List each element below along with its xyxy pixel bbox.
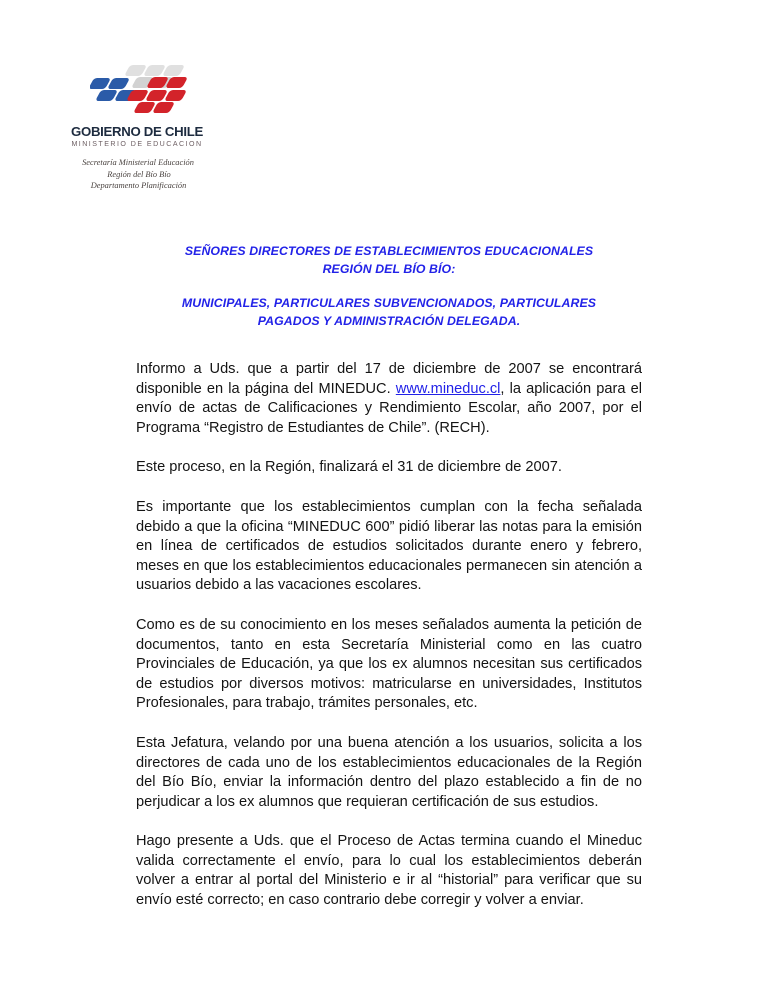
addressee-block [136, 243, 642, 330]
gov-name: GOBIERNO DE CHILE [71, 124, 203, 139]
addressee-line-2: REGIÓN DEL BÍO BÍO: [322, 261, 456, 276]
addressee-line-4: PAGADOS Y ADMINISTRACIÓN DELEGADA. [257, 313, 521, 328]
paragraph-4: Como es de su conocimiento en los meses señalados aumenta la petición de documentos, tanto en esta Secretaría Ministerial como en las cuatro Provinciales de Educación, ya que los ex alumnos necesitan sus certificados de estudios por diversos motivos: matricularse en universidades, Institutos Profesionales, para trabajo, trámites personales, etc. [136, 616, 642, 712]
paragraph-1 [136, 360, 642, 438]
gov-ministry-name: MINISTERIO DE EDUCACION [71, 140, 203, 148]
paragraph-2: Este proceso, en la Región, finalizará el 31 de diciembre de 2007. [136, 459, 562, 476]
paragraph-1-text-before-link: Informo a Uds. que a partir del 17 de diciembre de 2007 se encontrará disponible en la página del MINEDUC. [136, 361, 642, 397]
addressee-spacer [136, 278, 642, 295]
letter-body [136, 360, 642, 911]
letter-content [136, 243, 642, 911]
gobierno-de-chile-emblem-icon [90, 64, 202, 120]
department-block [68, 157, 208, 192]
paragraph-3: Es importante que los establecimientos cumplan con la fecha señalada debido a que la oficina “MINEDUC 600” pidió liberar las notas para la emisión en línea de certificados de estudios solicitados durante enero y febrero, meses en que los establecimientos educacionales permanecen sin atención a usuarios debido a las vacaciones escolares. [136, 498, 642, 594]
paragraph-6: Hago presente a Uds. que el Proceso de Actas termina cuando el Mineduc valida correctamente el envío, para lo cual los establecimientos deberán volver a entrar al portal del Ministerio e ir al “historial” para verificar que su envío esté correcto; en caso contrario debe corregir y volver a enviar. [136, 833, 642, 909]
mineduc-website-link[interactable]: www.mineduc.cl [395, 380, 501, 397]
addressee-line-1: SEÑORES DIRECTORES DE ESTABLECIMIENTOS EDUCACIONALES [184, 244, 594, 258]
dept-line-1: Secretaría Ministerial Educación [82, 158, 194, 167]
dept-line-2: Región del Bío Bío [107, 169, 171, 179]
paragraph-1-text-after-link: , la aplicación para el envío de actas de Calificaciones y Rendimiento Escolar, año 2007, por el Programa “Registro de Estudiantes de Chile”. (RECH). [136, 380, 642, 436]
dept-line-3: Departamento Planificación [90, 181, 187, 191]
letterhead [62, 64, 312, 192]
paragraph-5: Esta Jefatura, velando por una buena atención a los usuarios, solicita a los directores de cada uno de los establecimientos educacionales de la Región del Bío Bío, enviar la información dentro del plazo establecido a fin de no perjudicar a los ex alumnos que requieran certificación de sus estudios. [136, 734, 642, 810]
addressee-line-3: MUNICIPALES, PARTICULARES SUBVENCIONADOS, PARTICULARES [181, 296, 597, 310]
